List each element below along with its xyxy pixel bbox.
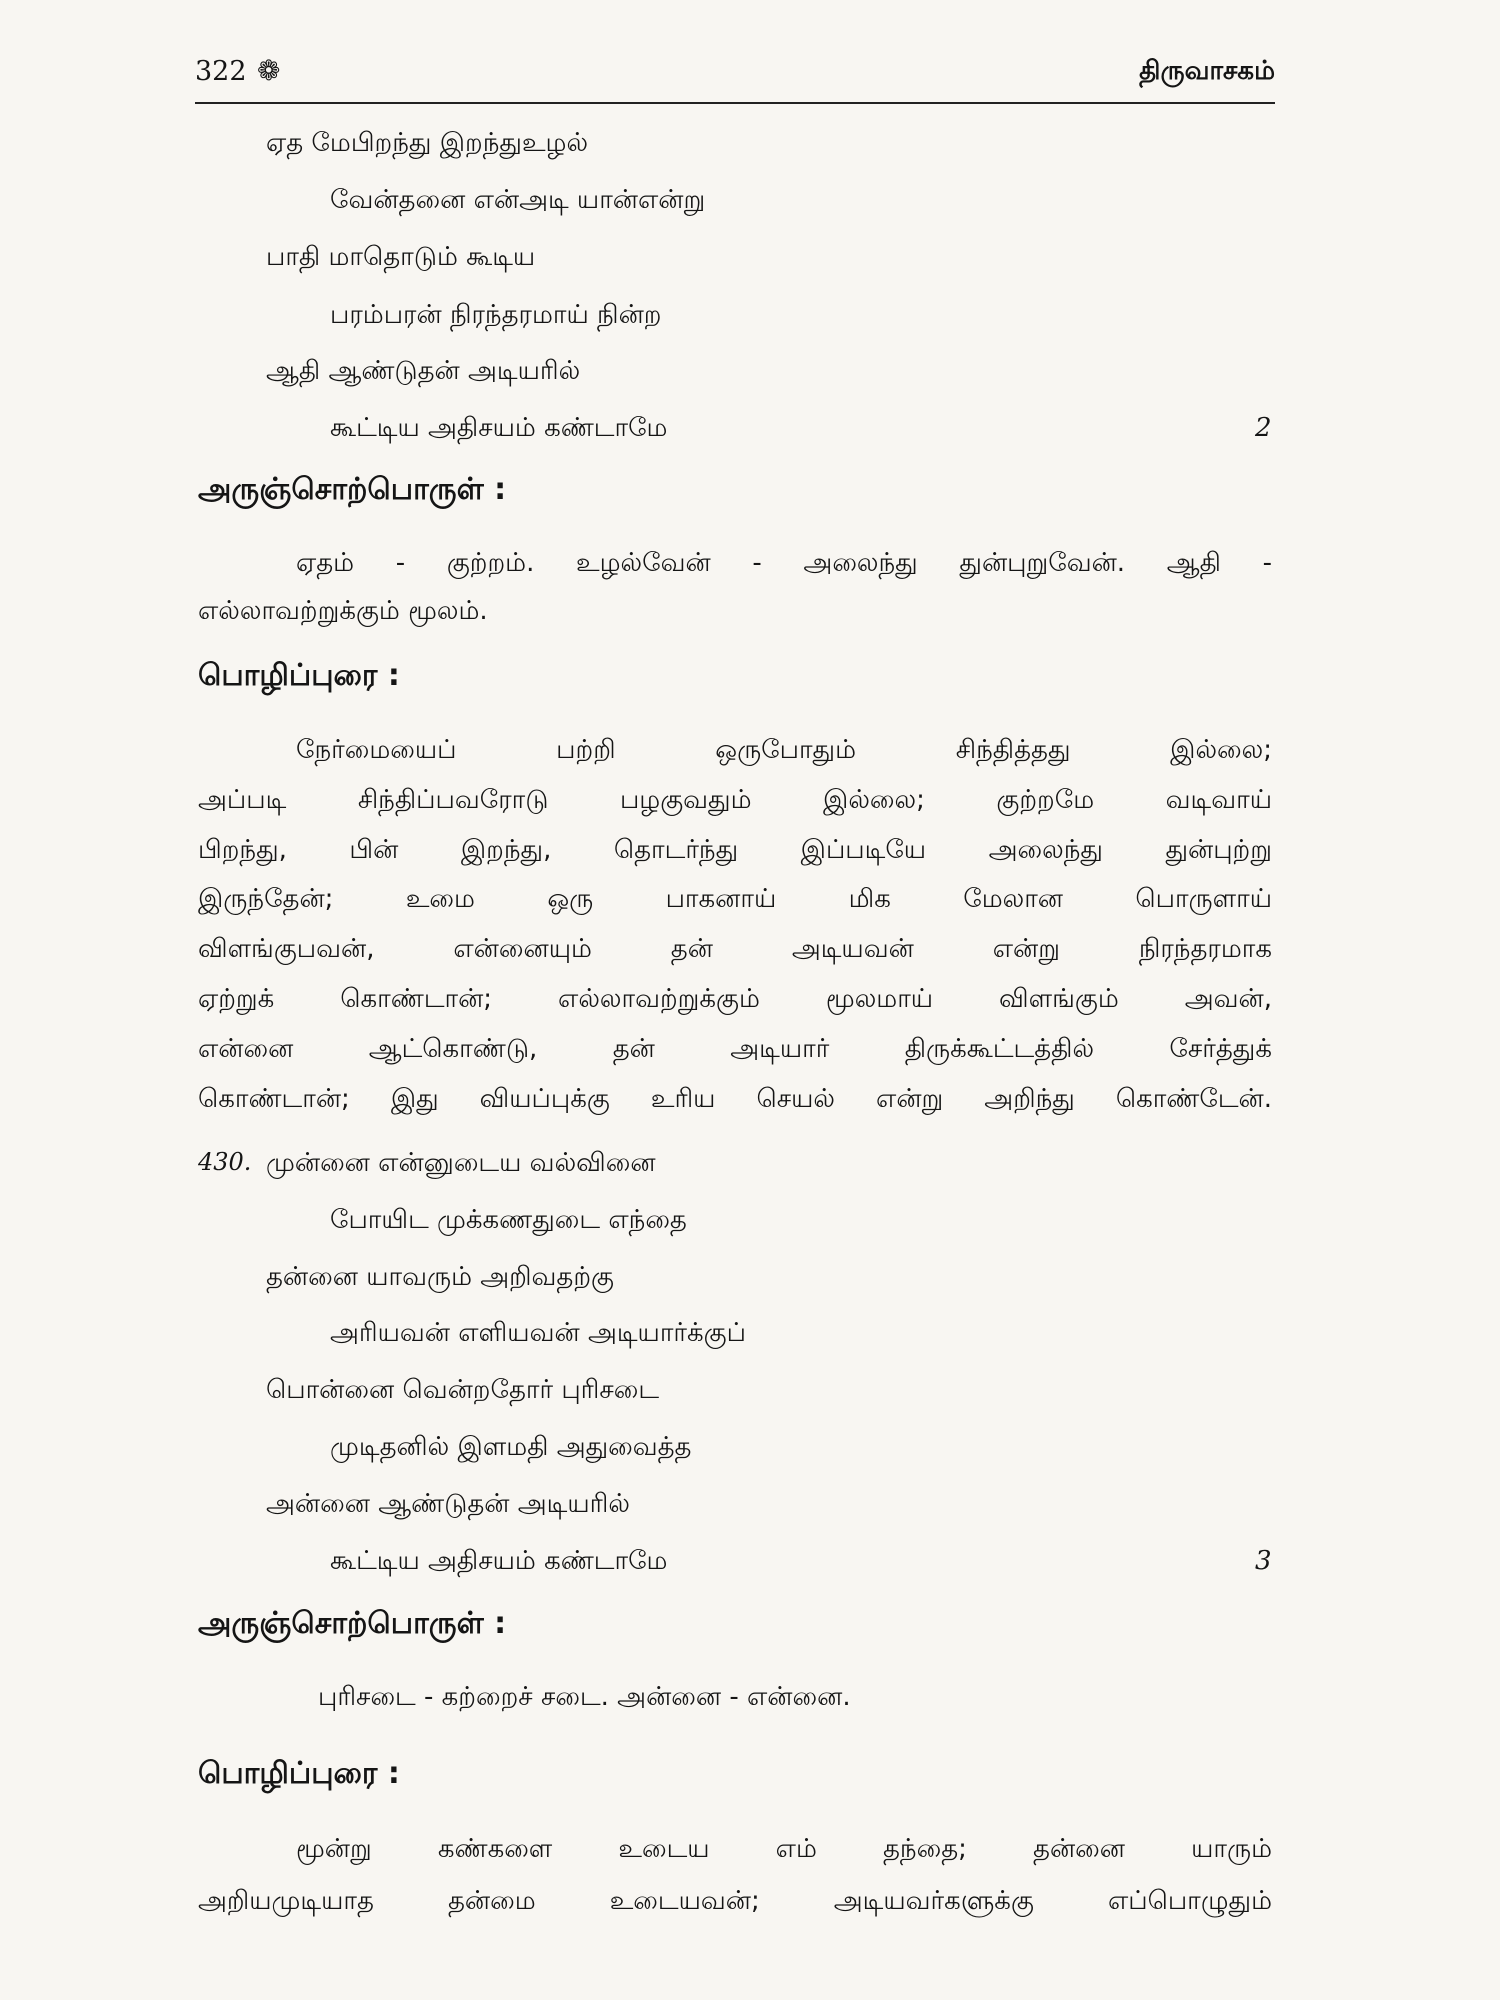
verse-line: வேன்தனை என்அடி யான்என்று bbox=[330, 185, 706, 215]
page-header bbox=[195, 52, 1275, 104]
flower-ornament-icon: ❁ bbox=[257, 54, 281, 87]
commentary-line: கொண்டான்; இது வியப்புக்கு உரிய செயல் என்று அறிந்து கொண்டேன். bbox=[198, 1084, 1272, 1114]
commentary-heading: பொழிப்புரை : bbox=[198, 658, 400, 693]
verse-line: கூட்டிய அதிசயம் கண்டாமே bbox=[330, 413, 668, 443]
gloss-line: புரிசடை - கற்றைச் சடை. அன்னை - என்னை. bbox=[318, 1682, 851, 1712]
gloss-heading: அருஞ்சொற்பொருள் : bbox=[198, 1606, 507, 1641]
commentary-line: பிறந்து, பின் இறந்து, தொடர்ந்து இப்படியே அலைந்து துன்புற்று bbox=[198, 835, 1272, 865]
commentary-line: விளங்குபவன், என்னையும் தன் அடியவன் என்று நிரந்தரமாக bbox=[198, 934, 1272, 964]
verse-line: கூட்டிய அதிசயம் கண்டாமே bbox=[330, 1546, 668, 1576]
verse-line: ஆதி ஆண்டுதன் அடியரில் bbox=[266, 356, 581, 386]
commentary-line: நேர்மையைப் பற்றி ஒருபோதும் சிந்தித்தது இல்லை; bbox=[296, 735, 1272, 765]
commentary-line: என்னை ஆட்கொண்டு, தன் அடியார் திருக்கூட்டத்தில் சேர்த்துக் bbox=[198, 1034, 1272, 1064]
verse-line: முன்னை என்னுடைய வல்வினை bbox=[266, 1148, 656, 1178]
verse-line: போயிட முக்கணதுடை எந்தை bbox=[330, 1205, 687, 1235]
verse-line: அரியவன் எளியவன் அடியார்க்குப் bbox=[330, 1318, 746, 1348]
gloss-heading: அருஞ்சொற்பொருள் : bbox=[198, 472, 507, 507]
verse-line: அன்னை ஆண்டுதன் அடியரில் bbox=[266, 1489, 630, 1519]
commentary-line: இருந்தேன்; உமை ஒரு பாகனாய் மிக மேலான பொருளாய் bbox=[198, 884, 1272, 914]
commentary-line: அறியமுடியாத தன்மை உடையவன்; அடியவர்களுக்கு எப்பொழுதும் bbox=[198, 1886, 1272, 1916]
gloss-line: எல்லாவற்றுக்கும் மூலம். bbox=[198, 596, 488, 626]
verse-line: தன்னை யாவரும் அறிவதற்கு bbox=[266, 1262, 615, 1292]
verse-line: ஏத மேபிறந்து இறந்துஉழல் bbox=[266, 128, 589, 158]
commentary-heading: பொழிப்புரை : bbox=[198, 1756, 400, 1791]
commentary-line: அப்படி சிந்திப்பவரோடு பழகுவதும் இல்லை; குற்றமே வடிவாய் bbox=[198, 785, 1272, 815]
verse-line: பொன்னை வென்றதோர் புரிசடை bbox=[266, 1375, 660, 1405]
verse-line: பரம்பரன் நிரந்தரமாய் நின்ற bbox=[330, 300, 662, 330]
gloss-line: ஏதம் - குற்றம். உழல்வேன் - அலைந்து துன்புறுவேன். ஆதி - bbox=[296, 548, 1272, 578]
page-number: 322 bbox=[195, 56, 247, 87]
verse-label: 430. bbox=[198, 1148, 252, 1176]
verse-number: 2 bbox=[1255, 413, 1272, 443]
verse-line: பாதி மாதொடும் கூடிய bbox=[266, 242, 536, 272]
commentary-line: ஏற்றுக் கொண்டான்; எல்லாவற்றுக்கும் மூலமாய் விளங்கும் அவன், bbox=[198, 984, 1272, 1014]
running-title: திருவாசகம் bbox=[1139, 56, 1275, 86]
commentary-line: மூன்று கண்களை உடைய எம் தந்தை; தன்னை யாரும் bbox=[296, 1834, 1272, 1864]
verse-line: முடிதனில் இளமதி அதுவைத்த bbox=[330, 1432, 692, 1462]
verse-number: 3 bbox=[1255, 1546, 1272, 1576]
